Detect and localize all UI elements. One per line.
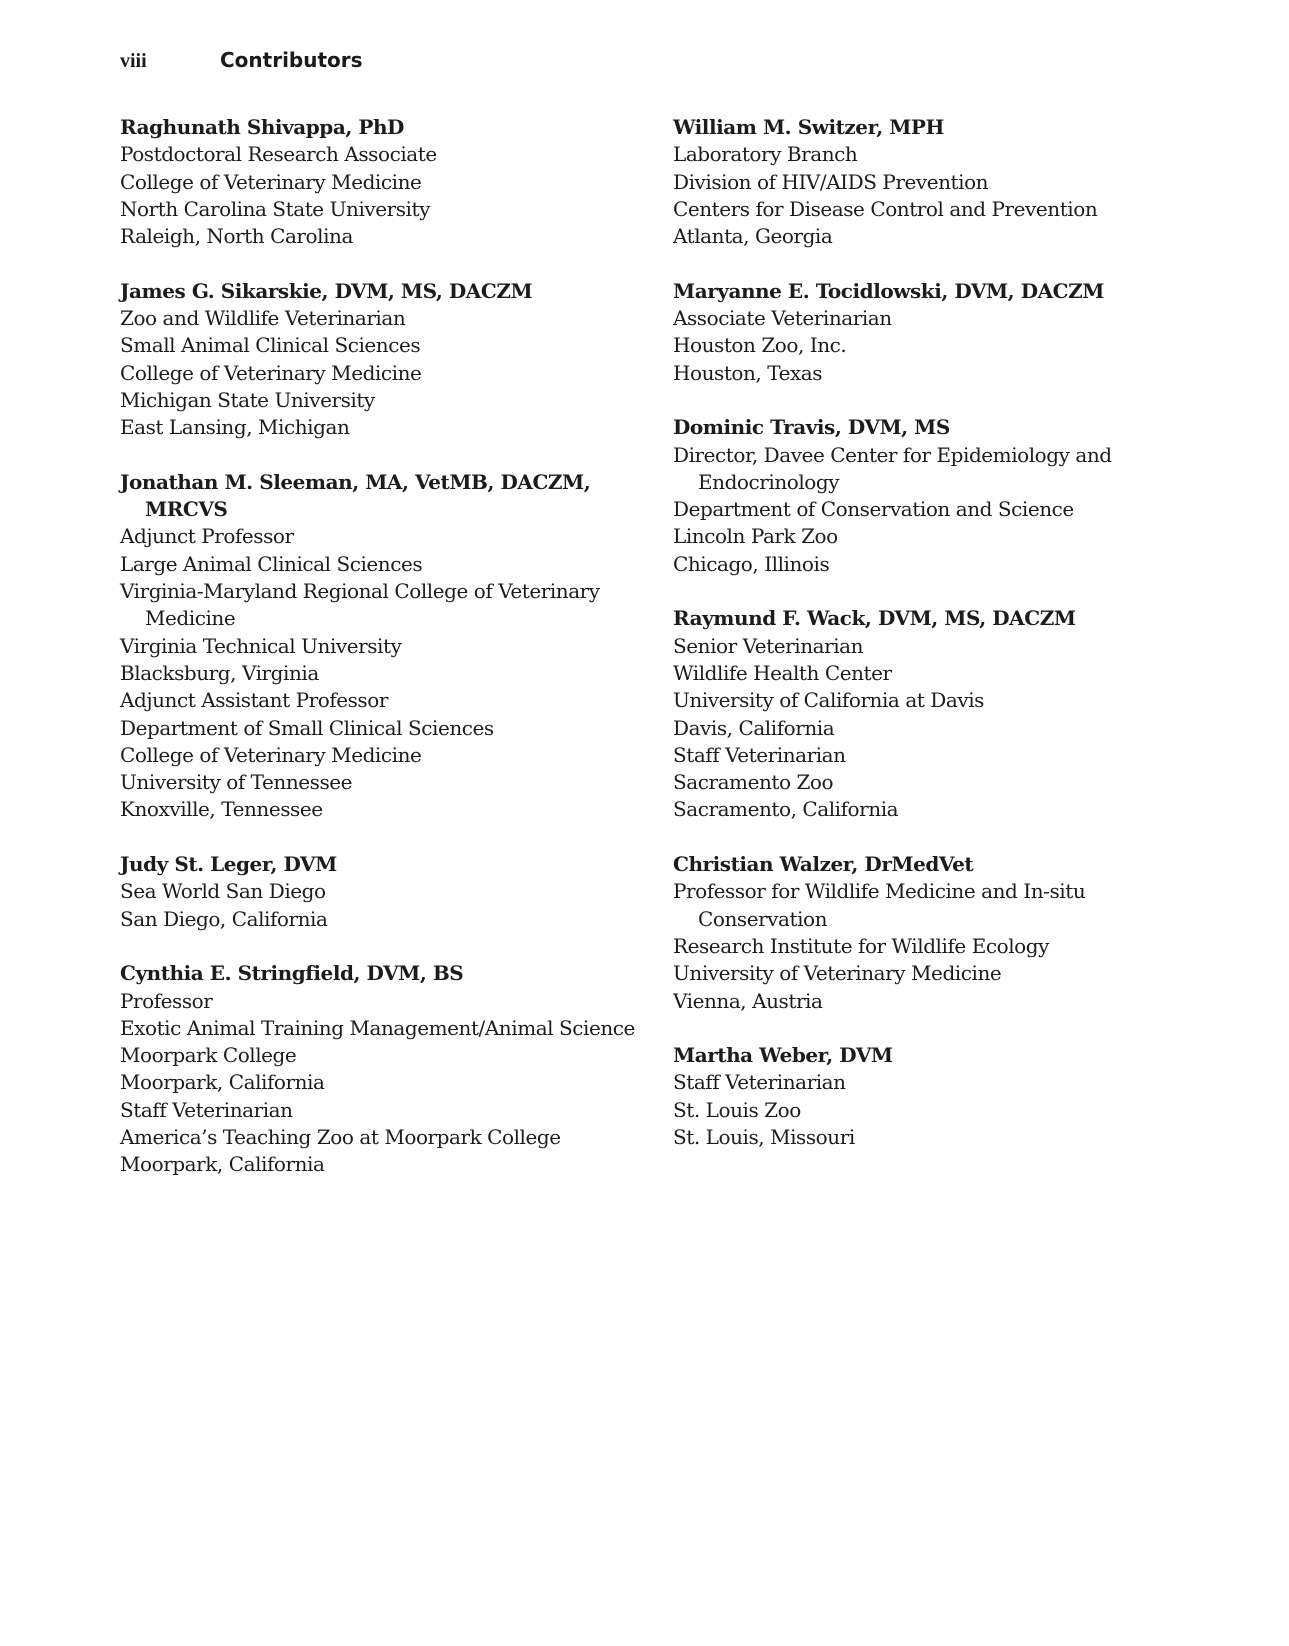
contributor-affiliation-line: Large Animal Clinical Sciences	[120, 551, 423, 576]
contributor-affiliation-line: Associate Veterinarian	[673, 306, 892, 331]
contributor-affiliation-line: Raleigh, North Carolina	[120, 224, 353, 249]
contributor-affiliation-line: Sacramento Zoo	[673, 770, 834, 795]
contributor-affiliation-line: St. Louis Zoo	[673, 1097, 801, 1122]
contributor-affiliation-line: Virginia-Maryland Regional College of Veterinary Medicine	[120, 579, 600, 631]
contributor-name: Christian Walzer, DrMedVet	[673, 852, 974, 877]
contributor-affiliation-line: Michigan State University	[120, 387, 375, 412]
contributor-affiliation-line: Moorpark College	[120, 1043, 297, 1068]
contributor-affiliation-line: Adjunct Professor	[120, 524, 294, 549]
contributor-affiliation-line: Department of Small Clinical Sciences	[120, 715, 494, 740]
contributor-affiliation-line: St. Louis, Missouri	[673, 1124, 855, 1149]
contributor-affiliation-line: Laboratory Branch	[673, 142, 858, 167]
contributor-affiliation-line: University of California at Davis	[673, 688, 984, 713]
contributor-affiliation-line: Division of HIV/AIDS Prevention	[673, 169, 989, 194]
contributor-entry	[673, 414, 1193, 578]
contributor-affiliation-line: Knoxville, Tennessee	[120, 797, 323, 822]
contributors-column-left	[120, 114, 640, 1206]
contributor-affiliation-line: Houston Zoo, Inc.	[673, 333, 847, 358]
contributor-name: Jonathan M. Sleeman, MA, VetMB, DACZM, MRCVS	[120, 469, 591, 522]
contributor-affiliation-line: Senior Veterinarian	[673, 633, 864, 658]
contributor-entry	[120, 851, 640, 933]
contributor-entry	[673, 605, 1193, 823]
contributor-entry	[673, 278, 1193, 387]
contributor-name: Cynthia E. Stringfield, DVM, BS	[120, 961, 464, 986]
contributor-affiliation-line: North Carolina State University	[120, 196, 430, 221]
contributor-affiliation-line: Department of Conservation and Science	[673, 497, 1074, 522]
contributor-name: William M. Switzer, MPH	[673, 115, 944, 139]
contributor-name: James G. Sikarskie, DVM, MS, DACZM	[120, 278, 533, 303]
contributor-name: Raghunath Shivappa, PhD	[120, 115, 404, 139]
contributor-name: Judy St. Leger, DVM	[120, 852, 337, 877]
contributor-affiliation-line: College of Veterinary Medicine	[120, 742, 422, 767]
contributor-affiliation-line: Sea World San Diego	[120, 879, 326, 904]
contributor-affiliation-line: University of Tennessee	[120, 770, 353, 795]
contributor-name: Dominic Travis, DVM, MS	[673, 415, 950, 440]
contributor-affiliation-line: Staff Veterinarian	[120, 1097, 293, 1122]
contributor-affiliation-line: Exotic Animal Training Management/Animal Science	[120, 1015, 635, 1040]
contributor-affiliation-line: Vienna, Austria	[673, 988, 823, 1013]
contributor-entry	[673, 851, 1193, 1015]
contributor-affiliation-line: University of Veterinary Medicine	[673, 961, 1002, 986]
contributor-affiliation-line: Houston, Texas	[673, 360, 823, 385]
contributor-affiliation-line: Director, Davee Center for Epidemiology and Endocrinology	[673, 442, 1112, 494]
contributor-affiliation-line: Staff Veterinarian	[673, 1070, 846, 1095]
contributor-affiliation-line: College of Veterinary Medicine	[120, 169, 422, 194]
contributor-affiliation-line: Adjunct Assistant Professor	[120, 688, 388, 713]
page-number: viii	[120, 50, 147, 72]
contributor-entry	[120, 469, 640, 824]
contributor-affiliation-line: Professor	[120, 988, 213, 1013]
contributor-affiliation-line: Davis, California	[673, 715, 835, 740]
contributor-affiliation-line: Wildlife Health Center	[673, 660, 892, 685]
contributor-affiliation-line: East Lansing, Michigan	[120, 415, 350, 440]
contributor-affiliation-line: Sacramento, California	[673, 797, 899, 822]
contributor-affiliation-line: Atlanta, Georgia	[673, 224, 833, 249]
contributor-affiliation-line: Professor for Wildlife Medicine and In-situ Conservation	[673, 879, 1086, 931]
contributor-entry	[120, 278, 640, 442]
contributor-entry	[673, 114, 1193, 250]
contributor-entry	[673, 1042, 1193, 1151]
contributor-affiliation-line: Research Institute for Wildlife Ecology	[673, 933, 1049, 958]
contributor-affiliation-line: Zoo and Wildlife Veterinarian	[120, 306, 406, 331]
contributor-affiliation-line: Moorpark, California	[120, 1152, 325, 1177]
contributor-affiliation-line: Staff Veterinarian	[673, 742, 846, 767]
contributor-affiliation-line: College of Veterinary Medicine	[120, 360, 422, 385]
contributor-affiliation-line: Moorpark, California	[120, 1070, 325, 1095]
contributor-affiliation-line: Lincoln Park Zoo	[673, 524, 838, 549]
contributor-name: Maryanne E. Tocidlowski, DVM, DACZM	[673, 278, 1104, 303]
contributor-name: Raymund F. Wack, DVM, MS, DACZM	[673, 606, 1076, 631]
contributor-affiliation-line: America’s Teaching Zoo at Moorpark College	[120, 1124, 561, 1149]
contributor-entry	[120, 114, 640, 250]
contributor-affiliation-line: Chicago, Illinois	[673, 551, 830, 576]
contributor-affiliation-line: Centers for Disease Control and Prevention	[673, 196, 1098, 221]
contributor-entry	[120, 960, 640, 1178]
contributor-affiliation-line: San Diego, California	[120, 906, 328, 931]
contributor-name: Martha Weber, DVM	[673, 1043, 893, 1068]
running-head	[120, 48, 363, 73]
contributors-column-right	[673, 114, 1193, 1179]
contributor-affiliation-line: Virginia Technical University	[120, 633, 402, 658]
section-title: Contributors	[220, 48, 363, 72]
contributor-affiliation-line: Blacksburg, Virginia	[120, 660, 319, 685]
contributor-affiliation-line: Small Animal Clinical Sciences	[120, 333, 421, 358]
contributor-affiliation-line: Postdoctoral Research Associate	[120, 142, 437, 167]
